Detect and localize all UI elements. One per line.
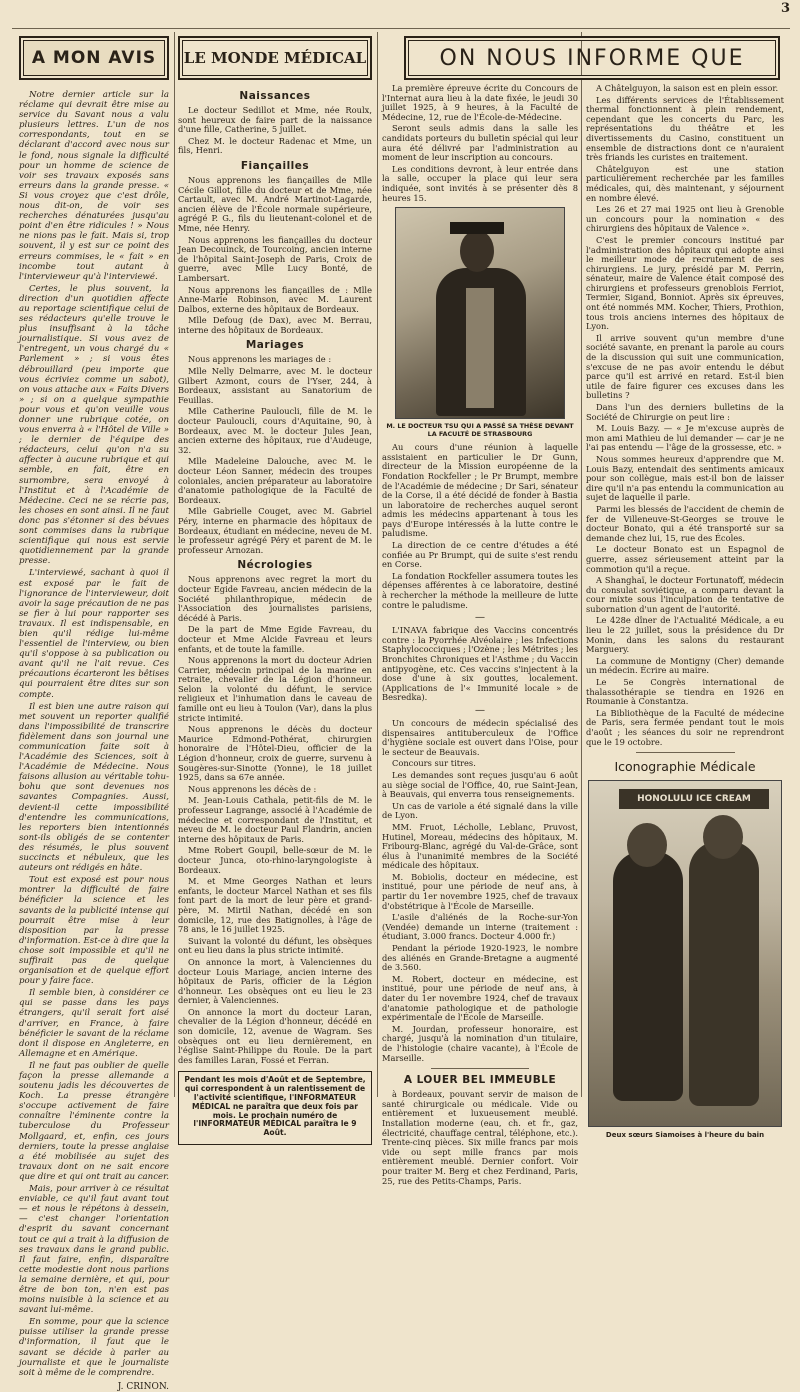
banner-monde-medical: LE MONDE MÉDICAL bbox=[178, 36, 372, 80]
doctor-photo bbox=[395, 207, 565, 419]
paragraph: Un cas de variole a été signalé dans la ville de Lyon. bbox=[382, 800, 578, 821]
paragraph: Certes, le plus souvent, la direction d'un quotidien affecte au reportage scientifique celui de ses rédacteurs qu'elle trouve le plus insuffisant à la tâche journalistique. Si vous avez de l'entregent, un vous chargé du « Parlement » ; si vous êtes débrouillard (peu importe que vous écriviez comme un sabot), on vous attache aux « Faits Divers » ; si on a quelque sympathie pour vous et qu'on veuille vous donner une rubrique cotée, on vous enverra à « l'Hôtel de Ville » ; le dernier de l'équipe des rédacteurs, celui qu'on n'a su affecter à aucune rubrique et qui semble, en fait, être en surnombre, sera envoyé à l'Institut et à l'Académie de Médecine. Ceci ne se récrie pas, les choses en sont ainsi. Il ne faut donc pas s'étonner si des bévues sont commises dans la rubrique scientifique qui nous est servie quotidiennement par la grande presse. bbox=[19, 283, 169, 567]
news-items bbox=[586, 84, 784, 747]
paragraph: C'est le premier concours institué par l'administration des hôpitaux qui adopte ainsi le meilleur mode de recrutement de ses chirurgiens. Le jury, présidé par M. Perrin, sénateur, maire de Valence était composé des chirurgiens et professeurs grenoblois Ferriot, Termier, Sigand, Bonniot. Après six épreuves, ont été nommés MM. Kocher, Thiers, Prothion, tous trois anciens internes des hôpitaux de Lyon. bbox=[586, 234, 784, 332]
paragraph: La direction de ce centre d'études a été confiée au Pr Brumpt, qui de suite s'est rendu en Corse. bbox=[382, 540, 578, 570]
paragraph: Il est bien une autre raison qui met souvent un reporter qualifié dans l'impossibilité de transcrire fidèlement dans son journal une communication faite soit à l'Académie des Sciences, soit à l'Académie de Médecine. Nous faisons allusion au véritable tohu-bohu que sont devenues nos savantes Compagnies. Aussi, devient-il cette impossibilité d'entendre les communications, les reporters bien intentionnés sont-ils obligés de se contenter des résumés, le plus souvent succincts et nébuleux, que les auteurs ont rédigés en hâte. bbox=[19, 701, 169, 874]
publication-notice-text: Pendant les mois d'Août et de Septembre, qui correspondent à un ralentissement de l'activité scientifique, l'INFORMATEUR MÉDICAL ne paraîtra que deux fois par mois. Le prochain numéro de l'INFORMATEUR MÉDICAL paraîtra le 9 Août. bbox=[184, 1075, 366, 1138]
column-rule-2 bbox=[377, 32, 378, 1097]
iconographie-title: Iconographie Médicale bbox=[614, 759, 756, 775]
announcement: Nous apprenons avec regret la mort du docteur Egide Favreau, ancien médecin de la Société philanthropique, médecin de l'Association des journalistes parisiens, décédé à Paris. bbox=[178, 574, 372, 623]
column-rule-1 bbox=[174, 32, 175, 1097]
announcement: Mlle Gabrielle Couget, avec M. Gabriel Péry, interne en pharmacie des hôpitaux de Bordeaux, étudiant en médecine, neveu de M. le professeur agrégé Péry et parent de M. le professeur Arnozan. bbox=[178, 506, 372, 555]
paragraph: Un concours de médecin spécialisé des dispensaires antituberculeux de l'Office d'hygiène sociale est ouvert dans l'Oise, pour le secteur de Beauvais. bbox=[382, 717, 578, 757]
announcement: Nous apprenons les fiançailles de Mlle Cécile Gillot, fille du docteur et de Mme, née Cartault, avec M. André Martinot-Lagarde, ancien élève de l'École normale supérieure, agrégé P. G., fils du lieutenant-colonel et de Mme, née Henry. bbox=[178, 174, 372, 233]
paragraph: MM. Fruot, Lécholle, Leblanc, Pruvost, Hutinel, Moreau, médecins des hôpitaux, M. Fribourg-Blanc, agrégé du Val-de-Grâce, sont élus à l'unanimité membres de la Société médicale des hôpitaux. bbox=[382, 821, 578, 871]
section-title: Fiançailles bbox=[240, 159, 310, 172]
internat-notice bbox=[382, 84, 578, 203]
publication-notice bbox=[178, 1071, 372, 1145]
announcement: Mme Robert Goupil, belle-sœur de M. le docteur Junca, oto-rhino-laryngologiste à Bordeaux. bbox=[178, 845, 372, 875]
paragraph: Nous sommes heureux d'apprendre que M. Louis Bazy, entendait des sentiments amicaux pour son collègue, mais est-il bon de laisser dire qu'il n'a pas entendu la communication au sujet de laquelle il parle. bbox=[586, 453, 784, 503]
column-informe-left bbox=[382, 83, 578, 1186]
announcement: Mlle Defoug (de Dax), avec M. Berrau, interne des hôpitaux de Bordeaux. bbox=[178, 315, 372, 335]
editorial-body bbox=[19, 90, 169, 1378]
announcement: Nous apprenons les mariages de : bbox=[188, 354, 332, 365]
page-number: 3 bbox=[780, 1, 790, 16]
section-title: Nécrologies bbox=[237, 559, 313, 572]
separator: — bbox=[475, 704, 485, 716]
paragraph: Dans l'un des derniers bulletins de la Société de Chirurgie on peut lire : bbox=[586, 402, 784, 422]
siamese-photo-caption: Deux sœurs Siamoises à l'heure du bain bbox=[605, 1131, 765, 1140]
separator bbox=[431, 1068, 529, 1069]
announcement: Mlle Nelly Delmarre, avec M. le docteur Gilbert Azmont, cours de l'Yser, 244, à Bordeaux, assistant au Sanatorium de Feuillas. bbox=[178, 366, 372, 405]
paragraph: A Châtelguyon, la saison est en plein essor. bbox=[596, 83, 779, 93]
siamese-twins-photo bbox=[588, 780, 782, 1127]
paragraph: En somme, pour que la science puisse utiliser la grande presse d'information, il faut que le savant se décide à parler au journaliste et que le journaliste soit à même de le comprendre. bbox=[19, 1317, 169, 1378]
paragraph: La commune de Montigny (Cher) demande un médecin. Écrire au maire. bbox=[586, 655, 784, 676]
paragraph: Les demandes sont reçues jusqu'au 6 août au siège social de l'Office, 40, rue Saint-Jean, à Beauvais, qui enverra tous renseignements. bbox=[382, 769, 578, 800]
paragraph: M. Bobiolis, docteur en médecine, est institué, pour une période de neuf ans, à partir du 1er novembre 1925, chef de travaux d'obstétrique à l'École de Marseille. bbox=[382, 871, 578, 911]
announcement: Nous apprenons les fiançailles de : Mlle Anne-Marie Robinson, avec M. Laurent Dalbos, externe des hôpitaux de Bordeaux. bbox=[178, 284, 372, 314]
announcement: Nous apprenons la mort du docteur Adrien Carrier, médecin principal de la marine en retraite, chevalier de la Légion d'honneur. Selon la volonté du défunt, le service religieux et l'inhumation dans le caveau de famille ont eu lieu à Toulon (Var), dans la plus stricte intimité. bbox=[178, 655, 372, 723]
announcement: Suivant la volonté du défunt, les obsèques ont eu lieu dans la plus stricte intimité. bbox=[178, 935, 372, 956]
paragraph: Il arrive souvent qu'un membre d'une société savante, en prenant la parole au cours de la discussion qui suit une communication, s'excuse de ne pas avoir entendu le début parce qu'il est arrivé en retard. Est-il bien utile de faire figurer ces excuses dans les bulletins ? bbox=[586, 332, 784, 401]
announcement: Nous apprenons les fiançailles du docteur Jean Decouinck, de Tourcoing, ancien interne de l'hôpital Saint-Joseph de Paris, Croix de guerre, avec Mlle Lucy Bonté, de Lambersart. bbox=[178, 234, 372, 283]
paragraph: La Bibliothèque de la Faculté de médecine de Paris, sera fermée pendant tout le mois d'août ; les séances du soir ne reprendront que le 19 octobre. bbox=[586, 707, 784, 747]
paragraph: Notre dernier article sur la réclame qui devrait être mise au service du Savant nous a valu plusieurs lettres. L'un de nos correspondants, tout en se déclarant d'accord avec nous sur le fond, nous signale la difficulté pour un homme de science de voir ses travaux exposés sans erreurs dans la grande presse. « Si vous croyez que c'est drôle, nous dit-on, de voir ses recherches dénaturées jusqu'au point d'en être ridicules ! » Nous ne nions pas le fait. Mais si, trop souvent, il y est sur ce point des erreurs commises, le « fait » en incombe tout autant à l'intervieweur qu'à l'interviewé. bbox=[19, 90, 169, 282]
column-a-mon-avis bbox=[19, 36, 169, 1392]
top-rule bbox=[12, 28, 790, 29]
paragraph: M. Jourdan, professeur honoraire, est chargé, jusqu'à la nomination d'un titulaire, de l'histologie (chaire vacante), à l'École de Marseille. bbox=[382, 1023, 578, 1063]
separator: — bbox=[475, 612, 485, 624]
banner-on-nous-informe: ON NOUS INFORME QUE bbox=[404, 36, 780, 80]
misc-notices bbox=[382, 719, 578, 1063]
announcement: Nous apprenons les décès de : bbox=[188, 783, 317, 794]
announcement: M. et Mme Georges Nathan et leurs enfants, le docteur Marcel Nathan et ses fils font part de la mort de leur père et grand-père, M. Mirtil Nathan, décédé en son domicile, 12, rue des Batignolles, à l'âge de 78 ans, le 16 juillet 1925. bbox=[178, 876, 372, 935]
paragraph: Les 26 et 27 mai 1925 ont lieu à Grenoble un concours pour la nomination « des chirurgiens des hôpitaux de Valence ». bbox=[586, 204, 784, 234]
paragraph: Pendant la période 1920-1923, le nombre des aliénés en Grande-Bretagne a augmenté de 3.560. bbox=[382, 943, 578, 973]
column-monde-medical bbox=[178, 36, 372, 1138]
paragraph: Le 5e Congrès international de thalassothérapie se tiendra en 1926 en Roumanie à Constantza. bbox=[586, 677, 784, 707]
announcement: Mlle Catherine Pauloucli, fille de M. le docteur Pauloucli, cours d'Aquitaine, 90, à Bordeaux, avec M. le docteur Jules Jean, ancien externe des hôpitaux, rue d'Audeuge, 32. bbox=[178, 406, 372, 455]
announcement: Le docteur Sedillot et Mme, née Roulx, sont heureux de faire part de la naissance d'une fille, Catherine, 5 juillet. bbox=[178, 105, 372, 135]
paragraph: La fondation Rockfeller assumera toutes les dépenses afférentes à ce laboratoire, destiné à rechercher la méthode la meilleure de lutte contre le paludisme. bbox=[382, 570, 578, 610]
paragraph: L'asile d'aliénés de la Roche-sur-Yon (Vendée) demande un interne (traitement : étudiant, 3.000 francs. Docteur 4.000 fr.) bbox=[382, 912, 578, 942]
editorial-signature: J. CRINON. bbox=[117, 1381, 169, 1392]
section-title: Mariages bbox=[245, 339, 305, 352]
paragraph: Les conditions devront, à leur entrée dans la salle, occuper la place qui leur sera indiquée, sont invités à se présenter dès 8 heures 15. bbox=[382, 163, 578, 203]
social-announcements bbox=[178, 90, 372, 1065]
immeuble-title: A LOUER BEL IMMEUBLE bbox=[403, 1074, 557, 1087]
paragraph: Parmi les blessés de l'accident de chemin de fer de Villeneuve-St-Georges se trouve le docteur Bonato, qui a été transporté sur sa demande chez lui, 15, rue des Écoles. bbox=[586, 503, 784, 543]
column-informe-right bbox=[586, 83, 784, 1140]
paragraph: L'interviewé, sachant à quoi il est exposé par le fait de l'ignorance de l'intervieweur, doit avoir la sage précaution de ne pas se fier à lui pour rapporter ses travaux. Il est indispensable, en bien qu'il rédige lui-même l'essentiel de l'interview, ou bien qu'il s'oppose à sa publication ou avant qu'il ne l'ait revue. Ces précautions écarteront les bêtises qui pourraient être dites sur son compte. bbox=[19, 568, 169, 700]
paragraph: Les différents services de l'Établissement thermal fonctionnent à plein rendement, cependant que les concerts du Parc, les représentations du théâtre et les divertissements du Casino, constituent un ensemble de distractions dont ce n'auraient très friands les curistes en traitement. bbox=[586, 94, 784, 163]
paragraph: A Shanghaï, le docteur Fortunatoff, médecin du consulat soviétique, a comparu devant la cour mixte sous l'inculpation de tentative de subornation d'un agent de l'autorité. bbox=[586, 575, 784, 614]
separator bbox=[636, 752, 735, 753]
paragraph: M. Louis Bazy. — « Je m'excuse auprès de mon ami Mathieu de lui demander — car je ne l'ai pas entendu — l'âge de la grossesse, etc. » bbox=[586, 423, 784, 453]
paragraph: Concours sur titres. bbox=[392, 758, 476, 769]
inava-ad: L'INAVA fabrique des Vaccins concentrés contre : la Pyorrhée Alvéolaire ; les Infections Staphylococciques ; l'Ozène ; les Métrites ; les Bronchites Chroniques et l'Asthme ; du Vaccin antipyogène, etc. Ces vaccins s'injectent à la dose d'une à six gouttes, localement. (Applications de l'« Immunité locale » de Besredka). bbox=[382, 625, 578, 703]
paragraph: Il semble bien, à considérer ce qui se passe dans les pays étrangers, qu'il serait fort aisé d'arriver, en France, à faire bénéficier le savant de la réclame dont il dispose en Angleterre, en Allemagne et en Amérique. bbox=[19, 988, 169, 1059]
paragraph: Il ne faut pas oublier de quelle façon la presse allemande a soutenu jadis les découvertes de Koch. La presse étrangère s'occupe activement de faire connaître l'éminente contre la tuberculose du Professeur Mollgaard, et, enfin, ces jours derniers, toute la presse anglaise a été mobilisée au sujet des travaux dont on ne sait encore que dire et qui ont trait au cancer. bbox=[19, 1060, 169, 1182]
paragraph: Châtelguyon est une station particulièrement recherchée par les familles médicales, qui, dès maintenant, y séjournent en nombre élevé. bbox=[586, 163, 784, 203]
photo-sign: HONOLULU ICE CREAM bbox=[619, 789, 769, 809]
announcement: Mlle Madeleine Dalouche, avec M. le docteur Léon Sanner, médecin des troupes coloniales, ancien préparateur au laboratoire d'anatomie pathologique de la Faculté de Bordeaux. bbox=[178, 456, 372, 505]
announcement: On annonce la mort, à Valenciennes du docteur Louis Mariage, ancien interne des hôpitaux de Paris, officier de la Légion d'honneur. Les obsèques ont eu lieu le 23 dernier, à Valenciennes. bbox=[178, 956, 372, 1006]
paragraph: Seront seuls admis dans la salle les candidats porteurs du bulletin spécial qui leur aura été délivré par l'administration au moment de leur inscription au concours. bbox=[382, 123, 578, 163]
doctor-photo-caption: M. LE DOCTEUR TSU QUI A PASSÉ SA THÈSE DEVANT LA FACULTÉ DE STRASBOURG bbox=[386, 422, 574, 439]
announcement: Chez M. le docteur Radenac et Mme, un fils, Henri. bbox=[178, 135, 372, 156]
paragraph: M. Robert, docteur en médecine, est institué, pour une période de neuf ans, à dater du 1er novembre 1924, chef de travaux d'anatomie pathologique et de pathologie expérimentale de l'École de Marseille. bbox=[382, 973, 578, 1023]
paragraph: Le docteur Bonato est un Espagnol de guerre, assez sérieusement atteint par la commotion qu'il a reçue. bbox=[586, 544, 784, 574]
paragraph: Mais, pour arriver à ce résultat enviable, ce qu'il faut avant tout — et nous le répétons à dessein, — c'est changer l'orientation d'esprit du savant concernant tout ce qui a trait à la diffusion de ses travaux dans le grand public. Il faut faire, enfin, disparaître cette modestie dont nous parlions la semaine dernière, et qui, pour être de bon ton, n'en est pas moins nuisible à la science et au savant lui-même. bbox=[19, 1184, 169, 1316]
immeuble-text: à Bordeaux, pouvant servir de maison de santé chirurgicale ou médicale. Vide ou entièrement et luxueusement meublé. Installation moderne (eau, ch. et fr., gaz, électricité, chauffage central, téléphone, etc.). Trente-cinq pièces. Six mille francs par mois vide ou sept mille francs par mois entièrement meublé. Dernier confort. Voir pour traiter M. Berg et chez Ferdinand, Paris, 25, rue des Petits-Champs, Paris. bbox=[382, 1089, 578, 1186]
paragraph: Au cours d'une réunion à laquelle assistaient en particulier le Dr Gunn, directeur de la Mission européenne de la Fondation Rockfeller ; le Pr Brumpt, membre de l'Académie de médecine ; Dr Sari, sénateur de la Corse, il a été décidé de fonder à Bastia un laboratoire de recherches auquel seront admis les médecins appartenant à tous les pays d'Europe intéressés à la lutte contre le paludisme. bbox=[382, 442, 578, 539]
paragraph: La première épreuve écrite du Concours de l'Internat aura lieu à la date fixée, le jeudi 30 juillet 1925, à 9 heures, à la Faculté de Médecine, 12, rue de l'École-de-Médecine. bbox=[382, 83, 578, 122]
rockfeller-notice bbox=[382, 443, 578, 610]
paragraph: Le 428e dîner de l'Actualité Médicale, a eu lieu le 22 juillet, sous la présidence du Dr Monin, dans les salons du restaurant Marguery. bbox=[586, 615, 784, 655]
section-title: Naissances bbox=[239, 90, 311, 102]
banner-a-mon-avis: A MON AVIS bbox=[19, 36, 169, 80]
announcement: M. Jean-Louis Cathala, petit-fils de M. le professeur Lagrange, associé à l'Académie de médecine et correspondant de l'Institut, et neveu de M. le docteur Paul Flandrin, ancien interne des hôpitaux de Paris. bbox=[178, 795, 372, 844]
paragraph: Tout est exposé est pour nous montrer la difficulté de faire bénéficier la science et les savants de la publicité intense qui pourrait être mise à leur disposition par la presse d'information. Est-ce à dire que la chose soit impossible et qu'il ne suffirait pas de quelque organisation et de quelque effort pour y faire face. bbox=[19, 875, 169, 987]
announcement: Nous apprenons le décès du docteur Maurice Edmond-Pothérat, chirurgien honoraire de l'Hôtel-Dieu, officier de la Légion d'honneur, croix de guerre, survenu à Sougères-sur-Sinotte (Yonne), le 18 juillet 1925, dans sa 67e année. bbox=[178, 724, 372, 783]
announcement: On annonce la mort du docteur Laran, chevalier de la Légion d'honneur, décédé en son domicile, 12, avenue de Wagram. Ses obsèques ont eu lieu dernièrement, en l'église Saint-Philippe du Roule. De la part des familles Laran, Fossé et Ferran. bbox=[178, 1006, 372, 1065]
announcement: De la part de Mme Egide Favreau, du docteur et Mme Alcide Favreau et leurs enfants, et de toute la famille. bbox=[178, 624, 372, 654]
column-rule-3 bbox=[581, 32, 582, 1097]
